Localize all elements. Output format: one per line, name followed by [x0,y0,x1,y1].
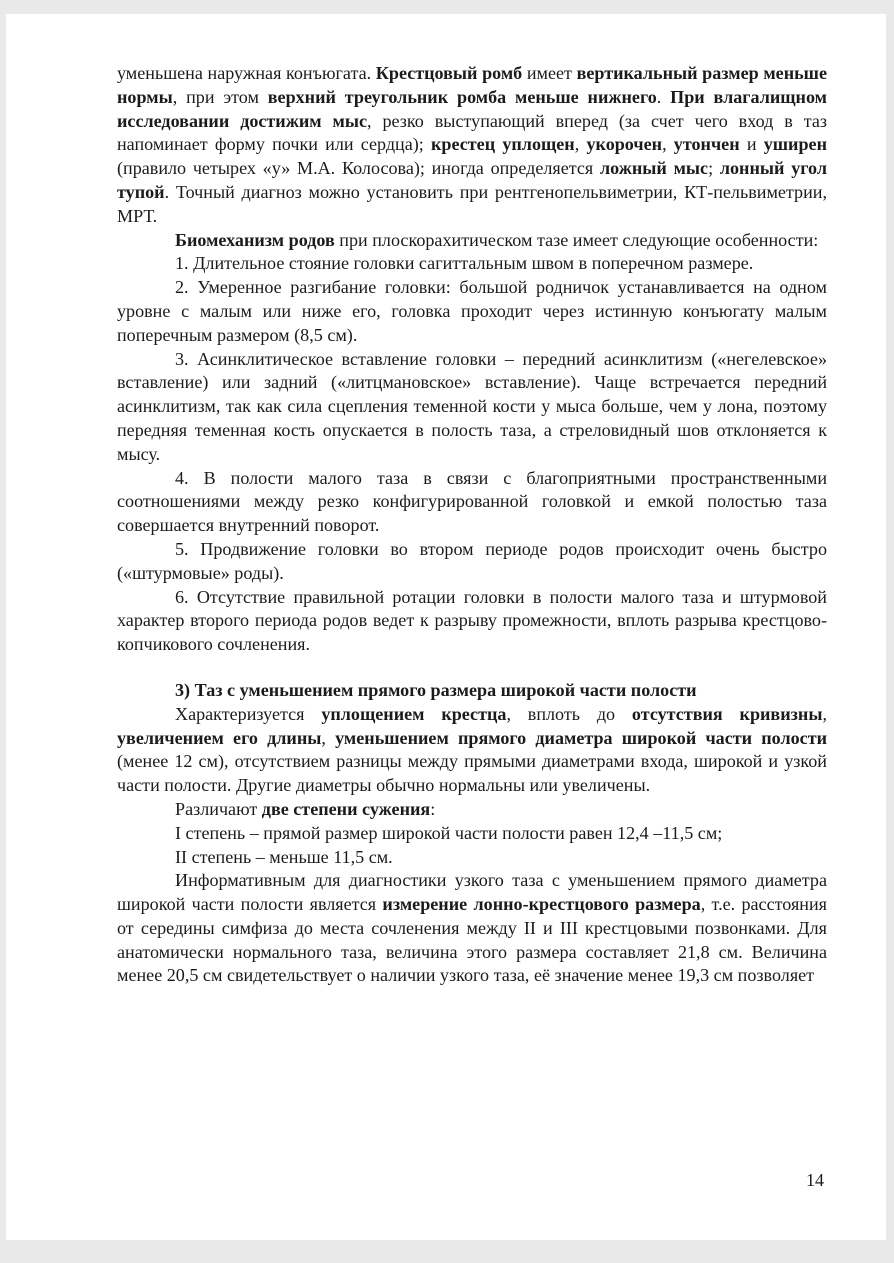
text-run: , резко выступающий вперед (за счет чего вход в таз напоминает форму почки или сердца); [117,110,827,155]
text-run: , вплоть до [506,703,632,724]
paragraph [117,869,827,988]
paragraph [117,229,827,253]
text-run: (менее 12 см), отсутствием разницы между прямыми диаметрами входа, широкой и узкой части полости. Другие диаметры обычно нормальны или увеличены. [117,751,827,796]
text-run: 3. Асинклитическое вставление головки – передний асинклитизм («негелевское» вставление) или задний («литцмановское» вставление). Чаще встречается передний асинклитизм, так как сила сцепления теменной кости у мыса больше, чем у лона, поэтому передняя теменная кость опускается в полость таза, а стреловидный шов отклоняется к мысу. [117,348,827,464]
text-run: , [662,134,674,155]
text-run: Информативным для диагностики узкого таза с уменьшением прямого диаметра широкой части полости является [117,870,827,915]
bold-text: отсутствия кривизны [631,703,823,724]
text-run: и [739,134,764,155]
bold-text: вертикальный размер меньше нормы [117,63,827,107]
paragraph [117,538,827,586]
text-run: I степень – прямой размер широкой части полости равен 12,4 –11,5 см; [175,822,723,843]
page-body-text [117,62,827,988]
bold-text: верхний треугольник ромба меньше нижнего [267,86,657,107]
bold-text: При влагалищном исследовании достижим мыс [117,86,828,131]
bold-text: две степени сужения [261,798,431,819]
bold-text: уширен [763,134,828,155]
text-run: 6. Отсутствие правильной ротации головки в полости малого таза и штурмовой характер второго периода родов ведет к разрыву промежности, вплоть разрыва крестцово-копчикового сочленения. [117,586,827,655]
text-run: Различают [175,798,262,819]
bold-text: уменьшением прямого диаметра широкой части полости [335,727,828,748]
text-run: при плоскорахитическом тазе имеет следующие особенности: [334,229,819,250]
paragraph [117,846,827,870]
paragraph [117,822,827,846]
paragraph [117,467,827,538]
bold-text: увеличением его длины [117,727,322,748]
paragraph [117,276,827,347]
page-number: 14 [806,1170,824,1190]
text-run: , при этом [172,86,268,107]
bold-text: Биомеханизм родов [175,229,335,250]
text-run: , [321,727,336,748]
text-run: 1. Длительное стояние головки сагиттальным швом в поперечном размере. [175,253,754,274]
text-run: имеет [522,63,577,83]
text-run: 4. В полости малого таза в связи с благоприятными пространственными соотношениями между резко конфигурированной головкой и емкой полостью таза совершается внутренний поворот. [117,467,827,536]
paragraph [117,798,827,822]
paragraph [117,679,827,703]
text-run: , [574,134,587,155]
text-run: , [822,703,827,724]
text-run: ; [708,158,720,179]
text-run: 5. Продвижение головки во втором периоде родов происходит очень быстро («штурмовые» роды). [117,538,827,583]
bold-text: уплощением крестца [321,703,507,724]
bold-text: 3) Таз с уменьшением прямого размера широкой части полости [175,679,697,700]
text-run: . Точный диагноз можно установить при рентгенопельвиметрии, КТ-пельвиметрии, МРТ. [117,181,827,226]
text-run: : [430,798,436,819]
paragraph [117,348,827,467]
paragraph [117,252,827,276]
bold-text: измерение лонно-крестцового размера [382,894,701,915]
paragraph [117,62,827,229]
paragraph [117,586,827,657]
bold-text: укорочен [586,134,663,155]
text-run: . [656,86,671,107]
bold-text: Крестцовый ромб [375,63,523,83]
bold-text: утончен [673,134,740,155]
text-run: II степень – меньше 11,5 см. [175,846,393,867]
text-run: уменьшена наружная конъюгата. [117,63,376,83]
bold-text: крестец уплощен [431,134,575,155]
text-run: 2. Умеренное разгибание головки: большой родничок устанавливается на одном уровне с малым или ниже его, головка проходит через истинную конъюгату малым поперечным размером (8,5 см). [117,277,827,345]
text-run: , т.е. расстояния от середины симфиза до места сочленения между II и III крестцовыми позвонками. Для анатомически нормального таза, величина этого размера составляет 21,8 см. Величина менее 20,5 см свидетельствует о наличии узкого таза, её значение менее 19,3 см позволяет [117,894,827,986]
paragraph-gap [117,657,827,679]
text-run: Характеризуется [175,703,322,724]
paragraph [117,703,827,798]
bold-text: лонный угол тупой [117,158,827,202]
text-run: (правило четырех «у» М.А. Колосова); иногда определяется [117,158,600,179]
bold-text: ложный мыс [600,158,709,179]
